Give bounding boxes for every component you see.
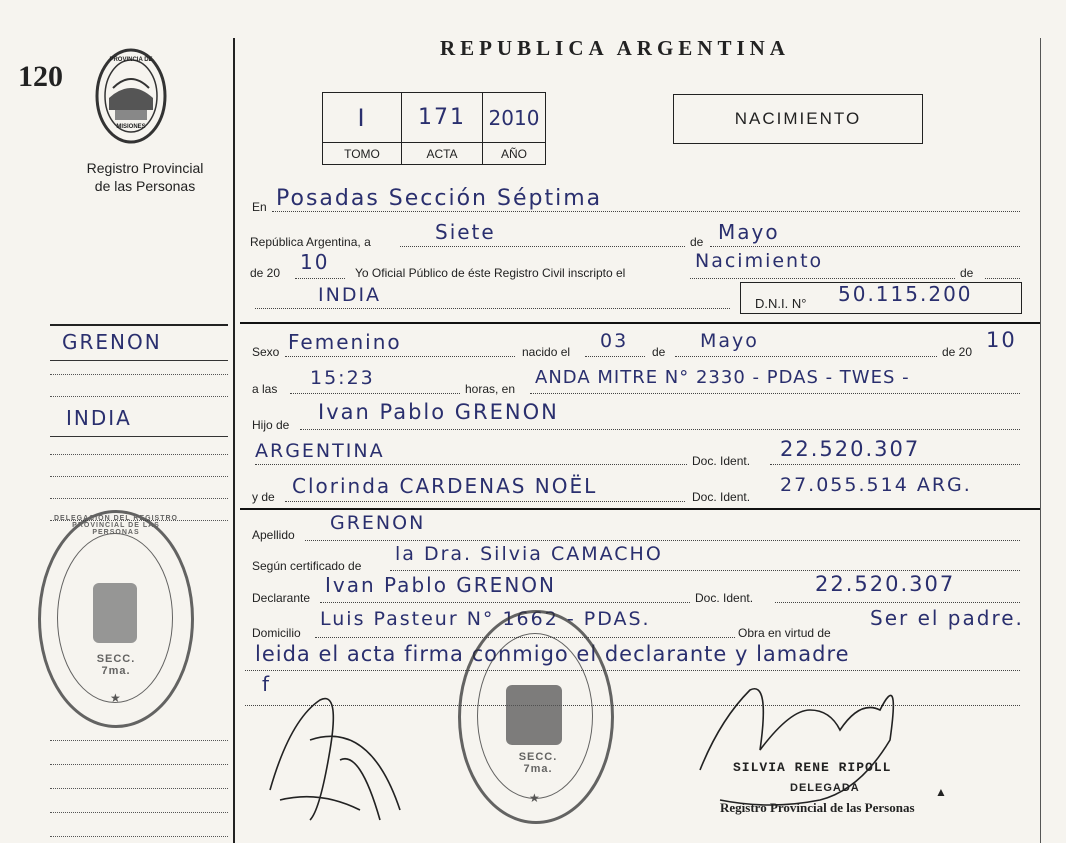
registry-seal [95,48,167,144]
value-apellido: GRENON [330,512,426,534]
margin-rule [50,454,228,455]
value-padre: Ivan Pablo GRENON [318,400,559,424]
label-de: de [690,235,704,249]
right-border [1040,38,1041,843]
seal-top-text: PROVINCIA DE [109,57,153,63]
dotline [255,464,687,465]
dotline [305,540,1020,541]
label-domicilio: Domicilio [252,626,301,640]
margin-apellido: GRENON [62,330,162,354]
document-type-box [673,94,923,144]
value-lugar-nac: ANDA MITRE N° 2330 - PDAS - TWES - [535,367,910,388]
margin-rule [50,324,228,326]
label-de20: de 20 [250,266,281,280]
value-declarante: Ivan Pablo GRENON [325,573,556,597]
label-de-3: de [652,345,666,359]
page-title: REPUBLICA ARGENTINA [440,36,790,60]
value-mes-texto: Mayo [718,220,780,244]
value-nombre: INDIA [318,284,382,306]
dotline [675,356,937,357]
star-icon: ★ [529,791,540,805]
margin-rule [50,396,228,397]
dotline [710,246,1020,247]
margin-nombre: INDIA [66,406,132,430]
label-doc-ident-padre: Doc. Ident. [692,454,751,468]
value-anio-nac: 10 [986,328,1017,352]
label-sexo: Sexo [252,345,280,359]
section-rule [240,322,1040,324]
acta-value-cell [402,93,483,143]
dotline [272,211,1020,212]
value-mes-nac: Mayo [700,330,759,352]
dotline [690,278,955,279]
dotline [285,356,515,357]
value-doc-madre: 27.055.514 ARG. [780,474,972,496]
label-declarante: Declarante [252,591,311,605]
value-leida: leida el acta firma conmigo el declarante y lamadre [255,642,850,666]
value-lugar: Posadas Sección Séptima [276,186,603,211]
label-de-20: de 20 [942,345,973,359]
value-nacionalidad-padre: ARGENTINA [255,440,385,462]
margin-rule [50,764,228,765]
seal-bottom-text: MISIONES [116,124,146,130]
tomo-value-cell [323,93,402,143]
tomo-value: I [357,103,367,132]
dotline [775,602,1020,603]
value-dia-nac: 03 [600,330,629,352]
value-madre: Clorinda CARDENAS NOËL [292,474,598,498]
value-sexo: Femenino [288,330,402,354]
label-a-las: a las [252,382,278,396]
folio-number: 120 [18,60,63,93]
value-dni: 50.115.200 [838,282,973,306]
label-nacido: nacido el [522,345,571,359]
dotline [320,602,690,603]
label-republica: República Argentina, a [250,235,371,249]
section-rule [240,508,1040,510]
value-doc-padre: 22.520.307 [780,437,921,461]
value-hora: 15:23 [310,367,375,389]
official-title: DELEGADA [790,782,860,794]
label-y-de: y de [252,490,275,504]
margin-rule [50,788,228,789]
official-name: SILVIA RENE RIPOLL [733,760,892,775]
declarant-signature [250,660,430,830]
margin-rule [50,812,228,813]
label-horas-en: horas, en [465,382,516,396]
value-dia-texto: Siete [435,220,496,244]
official-office: Registro Provincial de las Personas [720,800,915,815]
dotline [255,308,730,309]
registry-name-line2: de las Personas [94,178,196,194]
center-stamp-section: SECC. 7ma. [518,751,558,775]
value-signature-tick: f [262,672,272,696]
label-de-2: de [960,266,974,280]
center-official-stamp [458,610,614,824]
tomo-label: TOMO [323,143,402,165]
margin-rule [50,360,228,361]
value-inscripto: Nacimiento [695,250,824,272]
value-certificado: la Dra. Silvia CAMACHO [395,543,663,565]
dotline [295,278,345,279]
anio-label: AÑO [483,143,546,165]
label-dni: D.N.I. N° [755,296,807,311]
star-icon: ★ [110,691,121,705]
value-anio-insc: 10 [300,250,330,274]
label-doc-ident-madre: Doc. Ident. [692,490,751,504]
dotline [985,278,1020,279]
margin-divider [233,38,235,843]
dotline [300,429,1020,430]
dotline [400,246,685,247]
left-official-stamp [38,510,194,728]
label-yo-oficial: Yo Oficial Público de éste Registro Civil inscripto el [355,266,626,280]
document-type: NACIMIENTO [734,109,862,128]
left-stamp-section: SECC. 7ma. [96,653,136,677]
left-stamp-ring-text: DELEGACION DEL REGISTRO PROVINCIAL DE LAS PERSONAS [54,515,178,536]
record-number-table [322,92,546,165]
dotline [585,356,645,357]
margin-rule [50,476,228,477]
dotline [530,393,1020,394]
label-obra: Obra en virtud de [738,626,831,640]
registry-name-line1: Registro Provincial [86,160,204,176]
margin-rule [50,436,228,437]
acta-value: 171 [418,105,466,130]
anio-value: 2010 [488,105,540,130]
dotline [390,570,1020,571]
dotline [290,393,460,394]
acta-label: ACTA [402,143,483,165]
anio-value-cell [483,93,546,143]
value-doc-declarante: 22.520.307 [815,572,956,596]
dotline [285,501,685,502]
dotline [770,464,1020,465]
value-domicilio: Luis Pasteur N° 1662 - PDAS. [320,608,651,630]
label-apellido: Apellido [252,528,295,542]
margin-rule [50,498,228,499]
label-en: En [252,200,267,214]
margin-rule [50,374,228,375]
margin-rule [50,740,228,741]
value-obra: Ser el padre. [870,606,1024,630]
arrow-icon: ▲ [935,785,947,799]
label-segun: Según certificado de [252,559,362,573]
label-hijo-de: Hijo de [252,418,290,432]
margin-rule [50,836,228,837]
label-doc-ident-declarante: Doc. Ident. [695,591,754,605]
